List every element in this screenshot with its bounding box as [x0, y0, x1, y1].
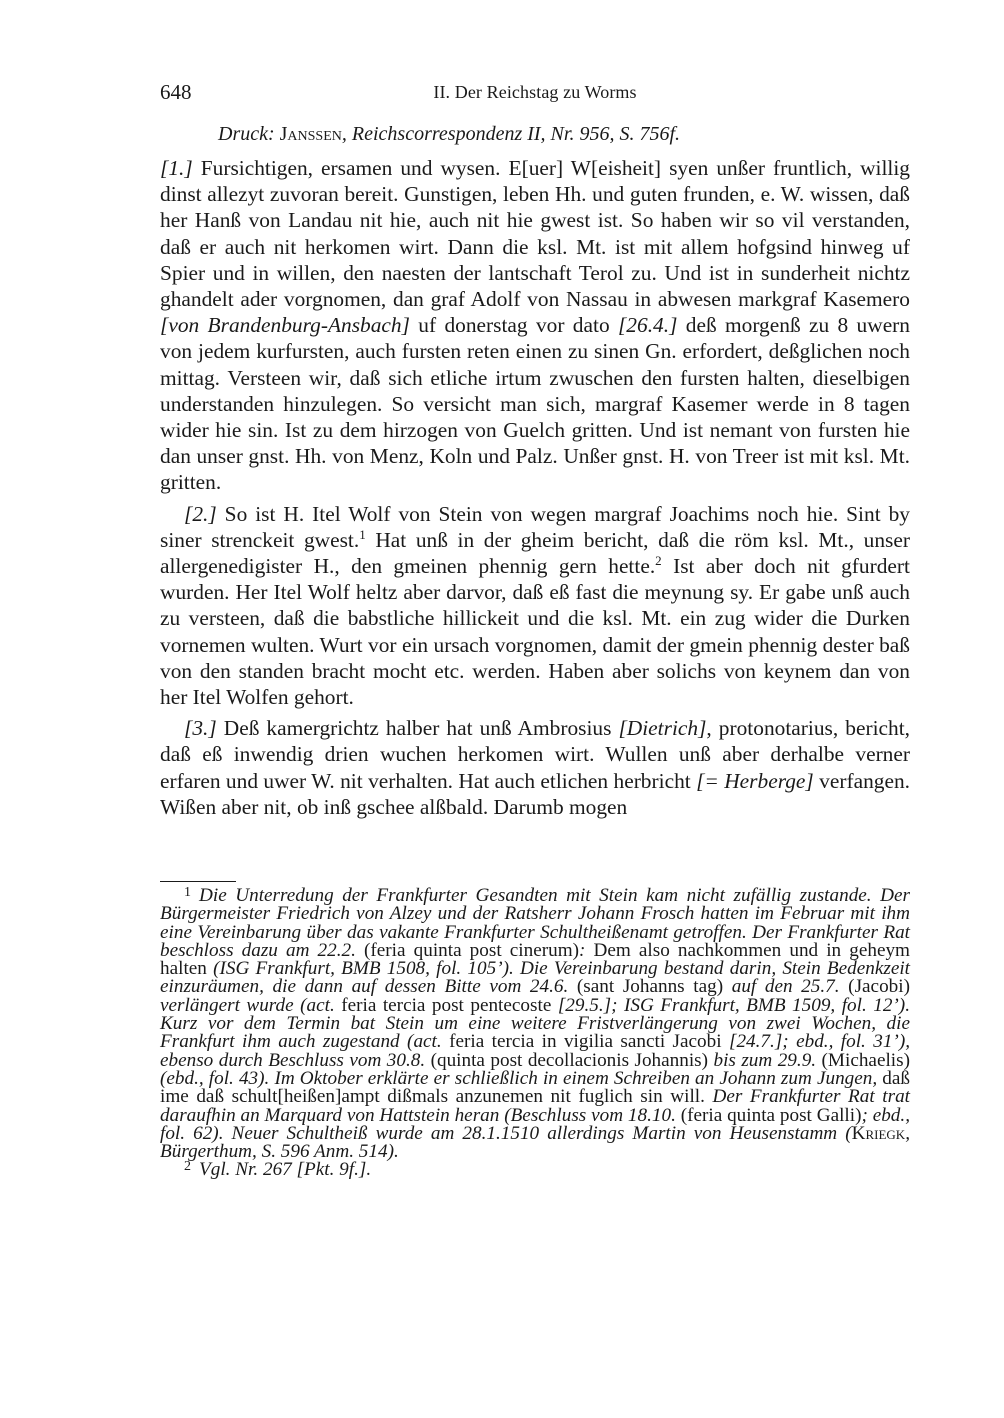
- print-source-note: [218, 123, 680, 146]
- text-run: uf donerstag vor dato: [409, 313, 618, 338]
- italic-run: [26.4.]: [617, 313, 678, 338]
- text-run: , protonotarius, bericht, daß eß inwendig drien wuchen herkomen wirt. Wullen unß aber derhalbe verner erfaren und uwer W. nit verhalten. Hat auch etlichen herbricht: [160, 716, 910, 793]
- text-run: daß ime daß schult[heißen]ampt dißmals anzunemen nit fuglich sin will.: [160, 1067, 910, 1108]
- italic-run: [1.]: [160, 156, 193, 180]
- footnote-mark: 1: [184, 885, 191, 900]
- italic-run: (ISG Frankfurt, BMB 1508, fol. 105’). Die Vereinbarung bestand darin, Stein Bedenkzeit einzuräumen, die dann auf dessen Bitte vom 24.6.: [160, 958, 910, 998]
- italic-run: Der Frankfurter Rat trat daraufhin an Marquard von Hattstein heran (Beschluss vom 18.10.: [160, 1086, 910, 1126]
- italic-run: [24.7.]; ebd., fol. 31’), ebenso durch Beschluss vom 30.8.: [160, 1031, 911, 1071]
- italic-run: [29.5.]; ISG Frankfurt, BMB 1509, fol. 12’). Kurz vor dem Termin bat Stein um eine weitere Fristverlängerung von zwei Wochen, die Frankfurt ihm auch zugestand (act.: [160, 994, 910, 1053]
- footnote-text: [160, 885, 910, 1162]
- italic-run: Vgl. Nr. 267 [Pkt. 9f.].: [199, 1159, 372, 1181]
- italic-run: [= Herberge]: [696, 768, 814, 793]
- italic-run: auf den 25.7.: [731, 976, 840, 998]
- italic-run: Druck:: [218, 123, 280, 145]
- small-caps-run: Janssen: [279, 123, 342, 145]
- italic-run: [2.]: [184, 501, 217, 526]
- text-run: Ist aber doch nit gfurdert wurden. Her Itel Wolf heltz aber darvor, daß eß fast die meynung sy. Er gabe unß auch zu versteen, daß die babstliche hillickeit und die ksl. Mt. ein zug wider die Durken vornemen wulten. Wurt vor ein ursach vorgnomen, damit der gmein phennig dester baß von den standen bracht mocht etc. werden. Haben aber solichs von keynem dan von her Itel Wolfen gehort.: [160, 554, 910, 710]
- paragraph-2: [160, 501, 910, 711]
- page-number: 648: [160, 80, 192, 104]
- footnote-2: [160, 1161, 910, 1179]
- italic-run: , Bürgerthum, S. 596 Anm. 514).: [160, 1122, 910, 1163]
- italic-run: [von Brandenburg-Ansbach]: [160, 313, 410, 338]
- italic-run: Die Unterredung der Frankfurter Gesandten mit Stein kam nicht zufällig zustande. Der Bürgermeister Friedrich von Alzey und der Ratsherr Johann Frosch hatten im Februar mit ihm eine Vereinbarung über das vakante Frankfurter Schultheißenamt getroffen. Der Frankfurter Rat beschloss dazu am 22.2.: [160, 885, 910, 961]
- text-run: feria tercia in vigilia sancti Jacobi: [441, 1031, 729, 1053]
- text-run: Fursichtigen, ersamen und wysen. E[uer] W[eisheit] syen unßer fruntlich, willig dinst allezyt zuvoran bereit. Gunstigen, leben Hh. und guten frunden, e. W. wissen, daß her Hanß von Landau nit hie, auch nit hie gwest ist. So haben wir so vil verstanden, daß er auch nit herkomen wirt. Dann die ksl. Mt. ist mit allem hofgsind hinweg uf Spier und in willen, den naesten der lantschaft Terol zu. Und ist in sunderheit nichtz ghandelt ader vorgnomen, dan graf Adolf von Nassau in abwesen markgraf Kasemero: [160, 156, 910, 312]
- italic-run: bis zum 29.9.: [713, 1049, 817, 1071]
- text-run: (feria quinta post cinerum): [355, 939, 580, 961]
- text-run: deß morgenß zu 8 uwern von jedem kurfursten, auch fursten reten einen zu sinen Gn. erfordert, deßglichen noch mittag. Versteen wir, daß sich etliche irtum zwuschen den fursten halten, dieselbigen understanden hinzulegen. So versicht man sich, margraf Kasemer werde in 8 tagen wider hie sin. Ist zu dem hirzogen von Guelch gritten. Und ist nemant von fursten hie dan unser gnst. Hh. von Menz, Koln und Palz. Unßer gnst. H. von Treer ist mit ksl. Mt. gritten.: [160, 313, 911, 495]
- italic-run: [Dietrich]: [618, 716, 707, 741]
- text-run: (quinta post decollacionis Johannis): [425, 1049, 714, 1071]
- text-run: (feria quinta post Galli): [675, 1104, 862, 1126]
- running-head: [160, 80, 910, 106]
- italic-run: [3.]: [184, 716, 217, 741]
- footnote-rule: [160, 881, 236, 882]
- text-run: (sant Johanns tag): [568, 976, 732, 998]
- footnote-mark: 2: [184, 1159, 191, 1175]
- italic-run: verlängert wurde (act.: [160, 994, 335, 1016]
- body-text: [160, 155, 910, 820]
- footnote-ref[interactable]: 2: [655, 553, 662, 569]
- footnote-ref[interactable]: 1: [359, 526, 366, 542]
- paragraph-3: [160, 715, 910, 820]
- paragraph-1: [160, 155, 910, 496]
- text-run: So ist H. Itel Wolf von Stein von wegen margraf Joachims noch hie. Sint by siner strenckeit gwest.: [160, 501, 910, 552]
- italic-run: (ebd., fol. 43). Im Oktober erklärte er schließlich in einem Schreiben an Johann zum Jungen,: [160, 1067, 878, 1089]
- footnote-text: [199, 1159, 371, 1180]
- italic-run: :: [579, 939, 586, 961]
- text-run: verfangen. Wißen aber nit, ob inß gschee alßbald. Darumb mogen: [160, 768, 910, 819]
- text-run: Dem also nachkommen und in geheym halten: [160, 939, 910, 980]
- running-head-title: II. Der Reichstag zu Worms: [433, 82, 637, 102]
- footnote-1: [160, 887, 910, 1161]
- italic-run: ; ebd., fol. 62). Neuer Schultheiß wurde am 28.1.1510 allerdings Martin von Heusenstamm (: [160, 1104, 910, 1144]
- text-run: Hat unß in der gheim bericht, daß die röm ksl. Mt., unser allergenedigister H., den gmeinen phennig gern hette.: [160, 527, 910, 579]
- text-run: Deß kamergrichtz halber hat unß Ambrosius: [216, 716, 619, 741]
- footnotes: [160, 887, 910, 1180]
- small-caps-run: Kriegk: [851, 1122, 906, 1144]
- italic-run: , Reichscorrespondenz II, Nr. 956, S. 756f.: [341, 123, 681, 145]
- text-run: (Michaelis): [816, 1049, 910, 1071]
- text-run: feria tercia post pentecoste: [334, 994, 558, 1016]
- text-run: (Jacobi): [839, 976, 910, 998]
